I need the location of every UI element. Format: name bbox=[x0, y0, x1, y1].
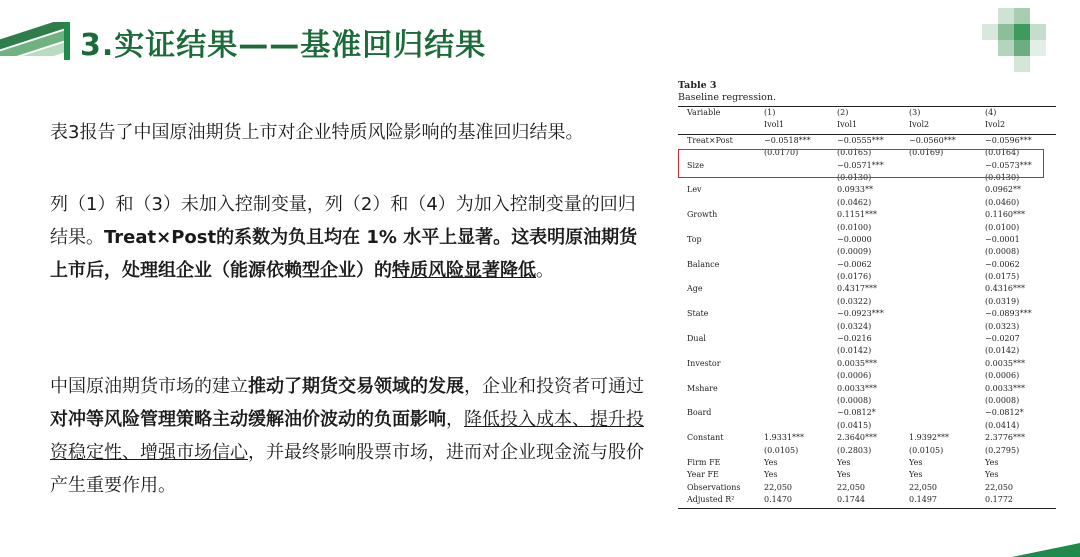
table-cell: Ivol2 bbox=[909, 120, 930, 130]
table-cell: (0.0323) bbox=[985, 321, 1020, 331]
table-row bbox=[678, 321, 1056, 333]
table-cell: Yes bbox=[837, 457, 851, 467]
table-cell: −0.0062 bbox=[985, 259, 1020, 269]
table-row-label: Dual bbox=[687, 334, 706, 344]
mechanism-text-e: ， bbox=[446, 409, 464, 430]
table-cell: 2.3776*** bbox=[985, 433, 1025, 443]
table-cell: (0.0176) bbox=[837, 272, 872, 282]
table-row bbox=[678, 197, 1056, 209]
table-body bbox=[678, 135, 1056, 507]
table-cell: (0.0462) bbox=[837, 197, 872, 207]
table-cell: (0.0130) bbox=[985, 172, 1020, 182]
table-row bbox=[678, 333, 1056, 345]
table-cell: (0.0105) bbox=[764, 445, 799, 455]
mechanism-text-f: 降低投入成本、提升投资稳定性、增强市场信心 bbox=[50, 409, 644, 463]
table-row-label: Treat×Post bbox=[687, 135, 733, 145]
table-row-label: Firm FE bbox=[687, 457, 721, 467]
table-cell: Ivol2 bbox=[985, 120, 1006, 130]
table-row-label: Constant bbox=[687, 433, 724, 443]
table-row bbox=[678, 358, 1056, 370]
table-cell: (0.0319) bbox=[985, 296, 1020, 306]
table-cell: 22,050 bbox=[909, 482, 937, 492]
table-cell: 0.1151*** bbox=[837, 210, 877, 220]
mechanism-text-b: 推动了期货交易领域的发展 bbox=[248, 376, 464, 397]
table-cell: 2.3640*** bbox=[837, 433, 877, 443]
table-row-label: State bbox=[687, 309, 709, 319]
table-cell: 0.0033*** bbox=[985, 383, 1025, 393]
table-cell: (0.0165) bbox=[837, 148, 872, 158]
table-cell: (0.0006) bbox=[985, 371, 1020, 381]
table-cell: 0.0033*** bbox=[837, 383, 877, 393]
table-cell: Ivol1 bbox=[837, 120, 858, 130]
table-cell: (0.0130) bbox=[837, 172, 872, 182]
table-cell: −0.0518*** bbox=[764, 135, 811, 145]
table-row bbox=[678, 407, 1056, 419]
table-cell: (0.0169) bbox=[909, 148, 944, 158]
table-cell: (0.2803) bbox=[837, 445, 872, 455]
table-cell: (0.0100) bbox=[985, 222, 1020, 232]
table-subtitle: Baseline regression. bbox=[678, 92, 777, 103]
mechanism-text-a: 中国原油期货市场的建立 bbox=[50, 376, 248, 397]
table-row-label: Balance bbox=[687, 259, 720, 269]
table-cell: (0.0460) bbox=[985, 197, 1020, 207]
table-row bbox=[678, 209, 1056, 221]
table-cell: 22,050 bbox=[985, 482, 1013, 492]
results-text-c: 这表明原油期货上市后，处理组企业（能源依赖型企业）的 bbox=[50, 227, 638, 281]
table-row bbox=[678, 271, 1056, 283]
corner-accent bbox=[1012, 543, 1080, 557]
table-row bbox=[678, 308, 1056, 320]
table-row bbox=[678, 246, 1056, 258]
table-cell: (0.0008) bbox=[837, 395, 872, 405]
table-cell: 0.4317*** bbox=[837, 284, 877, 294]
highlight-box bbox=[678, 149, 1044, 178]
table-cell: (0.0105) bbox=[909, 445, 944, 455]
table-cell: Yes bbox=[909, 457, 923, 467]
table-cell: Yes bbox=[764, 457, 778, 467]
table-cell: 1.9392*** bbox=[909, 433, 949, 443]
title-accent-bar bbox=[64, 22, 70, 60]
results-text-e: 。 bbox=[536, 260, 554, 281]
table-row bbox=[678, 494, 1056, 506]
table-row bbox=[678, 457, 1056, 469]
table-row-label: Adjusted R² bbox=[687, 495, 735, 505]
table-row-label: Observations bbox=[687, 482, 741, 492]
table-row bbox=[678, 259, 1056, 271]
table-row-label: Variable bbox=[687, 108, 721, 117]
table-cell: −0.0207 bbox=[985, 334, 1020, 344]
table-cell: (2) bbox=[837, 108, 849, 117]
table-cell: −0.0555*** bbox=[837, 135, 884, 145]
table-cell: (0.0324) bbox=[837, 321, 872, 331]
table-row-label: Age bbox=[687, 284, 703, 294]
table-row bbox=[678, 135, 1056, 147]
table-cell: (0.0415) bbox=[837, 420, 872, 430]
table-cell: (0.0175) bbox=[985, 272, 1020, 282]
table-row bbox=[678, 432, 1056, 444]
table-cell: −0.0000 bbox=[837, 234, 872, 244]
table-row-label: Year FE bbox=[687, 470, 719, 480]
table-header bbox=[678, 107, 1056, 132]
table-row bbox=[678, 383, 1056, 395]
table-cell: Yes bbox=[764, 470, 778, 480]
table-cell: 0.0933** bbox=[837, 185, 873, 195]
table-cell: (0.2795) bbox=[985, 445, 1020, 455]
table-row-label: Size bbox=[687, 160, 704, 170]
table-row bbox=[678, 482, 1056, 494]
logo-pixel-mark bbox=[982, 8, 1046, 72]
table-cell: (0.0100) bbox=[837, 222, 872, 232]
table-row bbox=[678, 420, 1056, 432]
paragraph-mechanism bbox=[50, 370, 650, 502]
table-row bbox=[678, 184, 1056, 196]
table-cell: −0.0062 bbox=[837, 259, 872, 269]
table-cell: −0.0812* bbox=[837, 408, 876, 418]
table-cell: −0.0571*** bbox=[837, 160, 884, 170]
table-row bbox=[678, 395, 1056, 407]
table-cell: (0.0142) bbox=[837, 346, 872, 356]
table-cell: (0.0009) bbox=[837, 247, 872, 257]
table-cell: (0.0414) bbox=[985, 420, 1020, 430]
table-row bbox=[678, 107, 1056, 119]
table-cell: 0.0035*** bbox=[985, 358, 1025, 368]
table-row bbox=[678, 370, 1056, 382]
table-cell: Yes bbox=[985, 470, 999, 480]
table-cell: (0.0170) bbox=[764, 148, 799, 158]
paragraph-intro: 表3报告了中国原油期货上市对企业特质风险影响的基准回归结果。 bbox=[50, 122, 584, 143]
table-cell: −0.0216 bbox=[837, 334, 872, 344]
table-row bbox=[678, 445, 1056, 457]
table-row-label: Board bbox=[687, 408, 712, 418]
table-cell: −0.0001 bbox=[985, 234, 1020, 244]
table-cell: 0.1160*** bbox=[985, 210, 1025, 220]
table-caption: Table 3 bbox=[678, 80, 717, 91]
table-cell: −0.0923*** bbox=[837, 309, 884, 319]
table-cell: 0.0035*** bbox=[837, 358, 877, 368]
table-cell: 0.0962** bbox=[985, 185, 1021, 195]
table-cell: −0.0812* bbox=[985, 408, 1024, 418]
table-cell: 0.1744 bbox=[837, 495, 865, 505]
table-cell: (0.0008) bbox=[985, 247, 1020, 257]
mechanism-text-c: ，企业和投资者可通过 bbox=[464, 376, 644, 397]
table-cell: −0.0560*** bbox=[909, 135, 956, 145]
table-row-label: Lev bbox=[687, 185, 702, 195]
table-row bbox=[678, 234, 1056, 246]
table-cell: (3) bbox=[909, 108, 921, 117]
table-cell: (0.0142) bbox=[985, 346, 1020, 356]
table-cell: 1.9331*** bbox=[764, 433, 804, 443]
table-cell: (4) bbox=[985, 108, 997, 117]
table-row bbox=[678, 345, 1056, 357]
table-cell: −0.0893*** bbox=[985, 309, 1032, 319]
table-bottom-rule bbox=[678, 508, 1056, 509]
results-text-a: 列（1）和（3）未加入控制变量，列（2）和（4）为加入控制变量的回归结果。 bbox=[50, 194, 636, 248]
mechanism-text-g: ，并最终影响股票市场，进而对企业现金流与股价产生重要作用。 bbox=[50, 442, 644, 496]
table-cell: 0.1772 bbox=[985, 495, 1013, 505]
results-text-d: 特质风险显著降低 bbox=[392, 260, 536, 281]
table-cell: −0.0573*** bbox=[985, 160, 1032, 170]
table-cell: (0.0006) bbox=[837, 371, 872, 381]
table-cell: (1) bbox=[764, 108, 776, 117]
results-text-b: Treat×Post的系数为负且均在 1% 水平上显著。 bbox=[104, 227, 512, 248]
table-cell: (0.0164) bbox=[985, 148, 1020, 158]
table-row bbox=[678, 296, 1056, 308]
table-row bbox=[678, 222, 1056, 234]
table-row bbox=[678, 283, 1056, 295]
table-cell: 22,050 bbox=[764, 482, 792, 492]
table-cell: (0.0322) bbox=[837, 296, 872, 306]
table-row bbox=[678, 469, 1056, 481]
mechanism-text-d: 对冲等风险管理策略主动缓解油价波动的负面影响 bbox=[50, 409, 446, 430]
table-cell: Ivol1 bbox=[764, 120, 785, 130]
table-cell: 0.4316*** bbox=[985, 284, 1025, 294]
paragraph-results bbox=[50, 188, 650, 287]
table-cell: 0.1497 bbox=[909, 495, 937, 505]
table-cell: Yes bbox=[837, 470, 851, 480]
slide-title: 3.实证结果——基准回归结果 bbox=[80, 28, 487, 63]
table-row bbox=[678, 119, 1056, 131]
table-cell: (0.0008) bbox=[985, 395, 1020, 405]
table-row-label: Top bbox=[687, 234, 702, 244]
table-cell: Yes bbox=[909, 470, 923, 480]
table-cell: 22,050 bbox=[837, 482, 865, 492]
table-cell: Yes bbox=[985, 457, 999, 467]
table-cell: −0.0596*** bbox=[985, 135, 1032, 145]
header-decoration bbox=[0, 22, 64, 56]
regression-table bbox=[678, 80, 1056, 509]
table-cell: 0.1470 bbox=[764, 495, 792, 505]
table-row-label: Mshare bbox=[687, 383, 718, 393]
table-row-label: Investor bbox=[687, 358, 721, 368]
table-row-label: Growth bbox=[687, 210, 718, 220]
